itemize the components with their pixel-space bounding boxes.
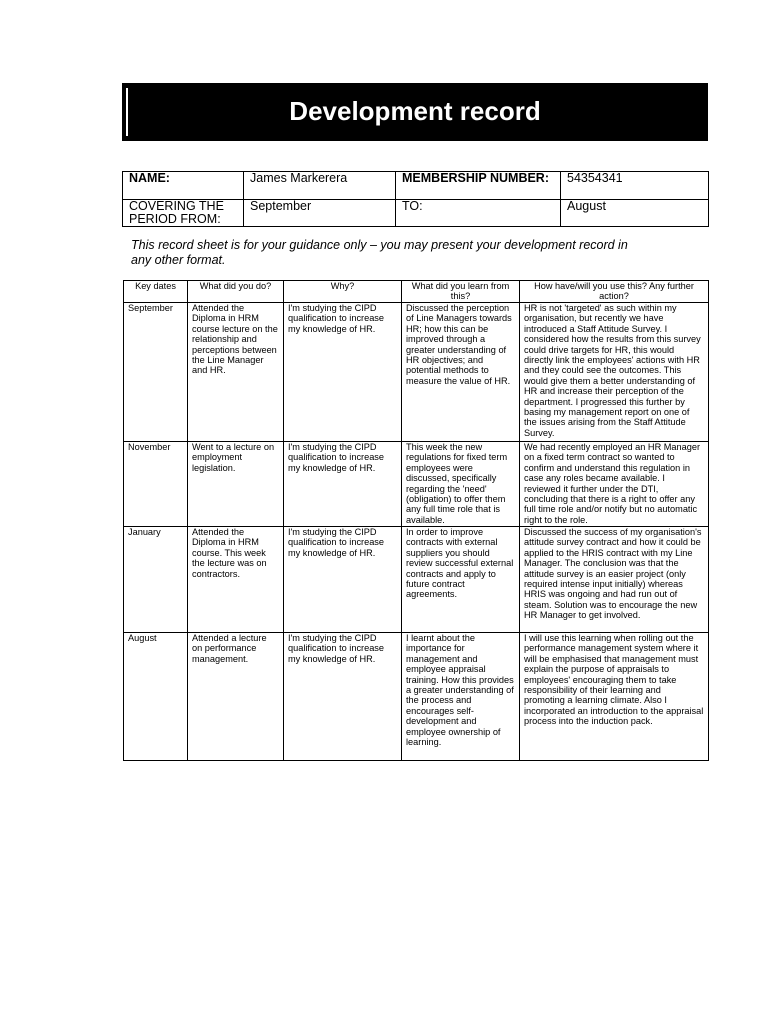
info-row-period bbox=[123, 200, 709, 227]
log-row bbox=[124, 633, 709, 761]
to-label: TO: bbox=[396, 200, 561, 227]
name-value: James Markerera bbox=[244, 172, 396, 200]
member-info-table bbox=[122, 171, 709, 227]
period-to-value: August bbox=[561, 200, 709, 227]
log-cell-date: November bbox=[124, 442, 188, 527]
header-what-learned: What did you learn from this? bbox=[402, 281, 520, 303]
log-cell-activity: Attended the Diploma in HRM course lecture on the relationship and perceptions between the Line Manager and HR. bbox=[188, 303, 284, 442]
membership-label: MEMBERSHIP NUMBER: bbox=[396, 172, 561, 200]
log-cell-activity: Attended the Diploma in HRM course. This week the lecture was on contractors. bbox=[188, 527, 284, 633]
log-cell-reason: I'm studying the CIPD qualification to increase my knowledge of HR. bbox=[284, 303, 402, 442]
page-title: Development record bbox=[289, 96, 541, 126]
log-cell-date: September bbox=[124, 303, 188, 442]
period-from-value: September bbox=[244, 200, 396, 227]
log-header-row bbox=[124, 281, 709, 303]
period-label: COVERING THE PERIOD FROM: bbox=[123, 200, 244, 227]
log-cell-action: We had recently employed an HR Manager on a fixed term contract so wanted to confirm and understand this regulation in case any roles became available. I reviewed it further under the DTI, concluding that there is a right to offer any full time role and/or notify but no automatic right to the role. bbox=[520, 442, 709, 527]
log-cell-reason: I'm studying the CIPD qualification to increase my knowledge of HR. bbox=[284, 633, 402, 761]
log-cell-reason: I'm studying the CIPD qualification to increase my knowledge of HR. bbox=[284, 527, 402, 633]
info-row-name bbox=[123, 172, 709, 200]
guidance-note: This record sheet is for your guidance only – you may present your development record in any other format. bbox=[131, 238, 628, 267]
log-cell-learning: In order to improve contracts with external suppliers you should review successful external contracts and apply to future contract agreements. bbox=[402, 527, 520, 633]
log-cell-learning: This week the new regulations for fixed term employees were discussed, specifically regarding the 'need' (obligation) to offer them any full time role that is available. bbox=[402, 442, 520, 527]
log-cell-date: August bbox=[124, 633, 188, 761]
log-row bbox=[124, 527, 709, 633]
log-cell-date: January bbox=[124, 527, 188, 633]
header-why: Why? bbox=[284, 281, 402, 303]
header-what-did-you-do: What did you do? bbox=[188, 281, 284, 303]
development-log-table bbox=[123, 280, 709, 761]
log-cell-activity: Went to a lecture on employment legislation. bbox=[188, 442, 284, 527]
log-cell-learning: Discussed the perception of Line Managers towards HR; how this can be improved through a greater understanding of HR objectives; and potential methods to measure the value of HR. bbox=[402, 303, 520, 442]
log-cell-learning: I learnt about the importance for management and employee appraisal training. How this provides a greater understanding of the process and encourages self-development and employee ownership of learning. bbox=[402, 633, 520, 761]
title-banner bbox=[122, 83, 708, 141]
log-cell-action: HR is not 'targeted' as such within my organisation, but recently we have introduced a Staff Attitude Survey. I considered how the results from this survey could drive targets for HR, this would directly link the employees' actions with HR and they could see the outcomes. This would give them a better understanding of HR and increase their perception of the department. I progressed this further by basing my management report on one of the issues arising from the Staff Attitude Survey. bbox=[520, 303, 709, 442]
membership-value: 54354341 bbox=[561, 172, 709, 200]
log-cell-reason: I'm studying the CIPD qualification to increase my knowledge of HR. bbox=[284, 442, 402, 527]
log-cell-action: Discussed the success of my organisation's attitude survey contract and how it could be applied to the HRIS contract with my Line Manager. The conclusion was that the attitude survey is an easier project (only required intense input initially) whereas HRIS was ongoing and had run out of steam. Solution was to encourage the new HR Manager to get involved. bbox=[520, 527, 709, 633]
header-key-dates: Key dates bbox=[124, 281, 188, 303]
header-how-use: How have/will you use this? Any further action? bbox=[520, 281, 709, 303]
log-cell-action: I will use this learning when rolling out the performance management system where it will be emphasised that management must explain the purpose of appraisals to employees' encouraging them to take responsibility of their learning and promoting a learning climate. Also I incorporated an introduction to the appraisal process into the induction pack. bbox=[520, 633, 709, 761]
log-row bbox=[124, 442, 709, 527]
log-cell-activity: Attended a lecture on performance management. bbox=[188, 633, 284, 761]
log-row bbox=[124, 303, 709, 442]
name-label: NAME: bbox=[123, 172, 244, 200]
